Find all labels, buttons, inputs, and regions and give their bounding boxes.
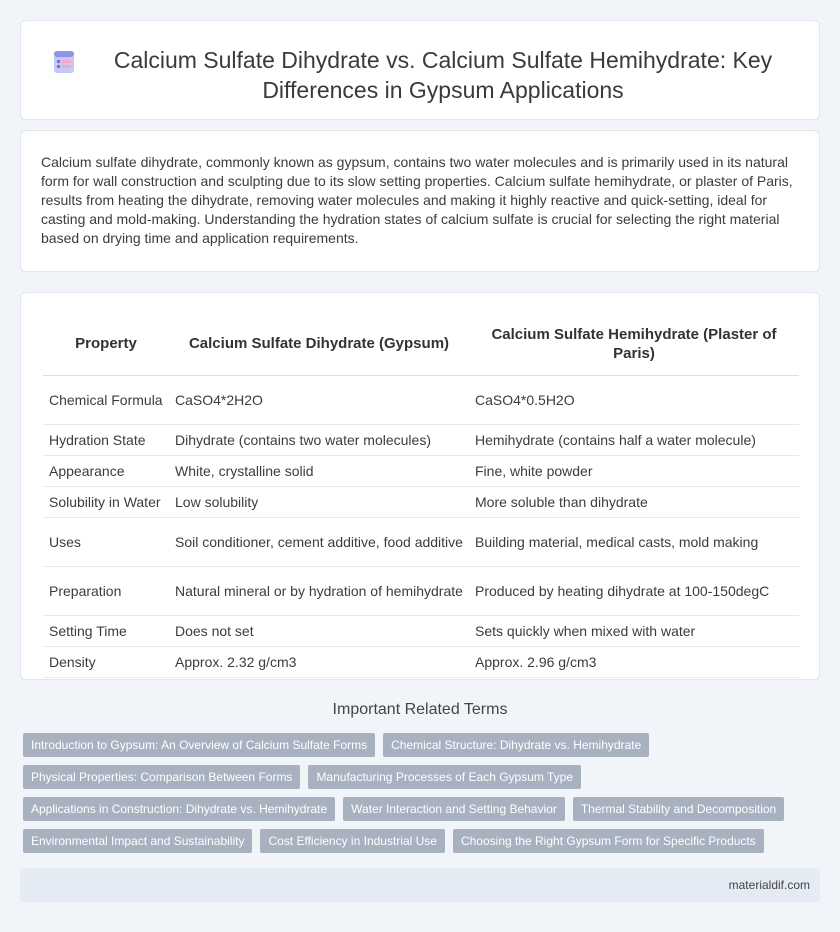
hemihydrate-cell: Approx. 2.96 g/cm3 (469, 646, 799, 677)
related-term-tag[interactable]: Environmental Impact and Sustainability (23, 829, 252, 853)
dihydrate-cell: Soil conditioner, cement additive, food additive (169, 517, 469, 566)
header-card (20, 20, 820, 120)
document-list-icon (51, 49, 77, 75)
related-term-tag[interactable]: Cost Efficiency in Industrial Use (260, 829, 445, 853)
table-header-row (43, 313, 799, 375)
property-cell: Uses (43, 517, 169, 566)
table-row (43, 455, 799, 486)
dihydrate-cell: Low solubility (169, 486, 469, 517)
related-term-tag[interactable]: Applications in Construction: Dihydrate vs. Hemihydrate (23, 797, 335, 821)
intro-paragraph: Calcium sulfate dihydrate, commonly known as gypsum, contains two water molecules and is primarily used in its natural form for wall construction and sculpting due to its slow setting properties. Calcium sulfate hemihydrate, or plaster of Paris, results from heating the dihydrate, removing water molecules and making it highly reactive and quick-setting, ideal for casting and mold-making. Understanding the hydration states of calcium sulfate is crucial for selecting the right material based on drying time and application requirements. (41, 154, 793, 246)
property-cell: Density (43, 646, 169, 677)
dihydrate-cell: Dihydrate (contains two water molecules) (169, 424, 469, 455)
dihydrate-cell: CaSO4*2H2O (169, 375, 469, 424)
hemihydrate-cell: More soluble than dihydrate (469, 486, 799, 517)
page-title: Calcium Sulfate Dihydrate vs. Calcium Sulfate Hemihydrate: Key Differences in Gypsum Applications (113, 47, 773, 103)
related-term-tag[interactable]: Manufacturing Processes of Each Gypsum Type (308, 765, 581, 789)
hemihydrate-cell: CaSO4*0.5H2O (469, 375, 799, 424)
footer-site-name[interactable]: materialdif.com (728, 878, 810, 892)
property-cell: Chemical Formula (43, 375, 169, 424)
footer-bar (20, 868, 820, 902)
tag-row (23, 765, 823, 789)
property-cell: Preparation (43, 566, 169, 615)
tag-row (23, 829, 823, 853)
table-row (43, 375, 799, 424)
related-term-tag[interactable]: Introduction to Gypsum: An Overview of Calcium Sulfate Forms (23, 733, 375, 757)
related-term-tag[interactable]: Choosing the Right Gypsum Form for Specific Products (453, 829, 764, 853)
comparison-table-card (20, 292, 820, 680)
title-wrap (21, 21, 819, 105)
dihydrate-cell: Approx. 2.32 g/cm3 (169, 646, 469, 677)
tag-row (23, 733, 823, 757)
related-terms-title: Important Related Terms (332, 701, 508, 718)
hemihydrate-cell: Produced by heating dihydrate at 100-150degC (469, 566, 799, 615)
header-property: Property (43, 313, 169, 375)
table-row (43, 486, 799, 517)
related-term-tag[interactable]: Water Interaction and Setting Behavior (343, 797, 565, 821)
header-dihydrate: Calcium Sulfate Dihydrate (Gypsum) (169, 313, 469, 375)
tag-row (23, 797, 823, 821)
comparison-table (43, 313, 799, 678)
hemihydrate-cell: Fine, white powder (469, 455, 799, 486)
table-row (43, 646, 799, 677)
property-cell: Setting Time (43, 615, 169, 646)
hemihydrate-cell: Building material, medical casts, mold making (469, 517, 799, 566)
property-cell: Hydration State (43, 424, 169, 455)
related-term-tag[interactable]: Physical Properties: Comparison Between Forms (23, 765, 300, 789)
hemihydrate-cell: Sets quickly when mixed with water (469, 615, 799, 646)
table-row (43, 566, 799, 615)
property-cell: Solubility in Water (43, 486, 169, 517)
related-term-tag[interactable]: Chemical Structure: Dihydrate vs. Hemihydrate (383, 733, 649, 757)
dihydrate-cell: Natural mineral or by hydration of hemihydrate (169, 566, 469, 615)
table-row (43, 615, 799, 646)
table-row (43, 517, 799, 566)
related-terms-tags (23, 733, 823, 861)
intro-card (20, 130, 820, 272)
dihydrate-cell: Does not set (169, 615, 469, 646)
table-row (43, 424, 799, 455)
hemihydrate-cell: Hemihydrate (contains half a water molecule) (469, 424, 799, 455)
property-cell: Appearance (43, 455, 169, 486)
related-term-tag[interactable]: Thermal Stability and Decomposition (573, 797, 784, 821)
header-hemihydrate: Calcium Sulfate Hemihydrate (Plaster of Paris) (469, 313, 799, 375)
dihydrate-cell: White, crystalline solid (169, 455, 469, 486)
